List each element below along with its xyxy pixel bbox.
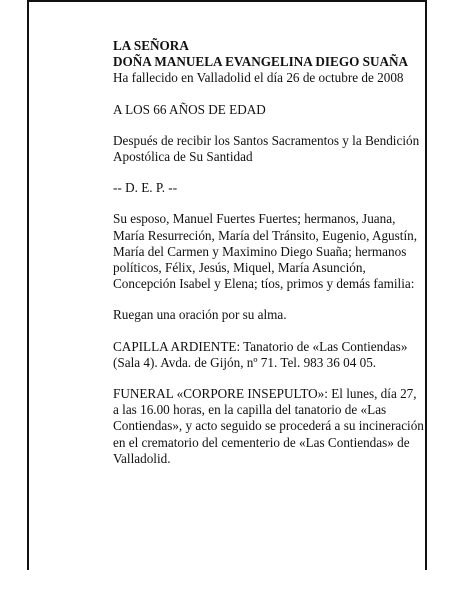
chapel-paragraph: CAPILLA ARDIENTE: Tanatorio de «Las Contiendas» (Sala 4). Avda. de Gijón, nº 71. Tel. 983 36 04 05.: [113, 338, 408, 370]
dep-line: -- D. E. P. --: [113, 180, 178, 196]
age-line: A LOS 66 AÑOS DE EDAD: [113, 101, 266, 117]
notice-title: LA SEÑORA: [113, 38, 189, 53]
obituary-notice: [113, 38, 425, 482]
sacraments-paragraph: Después de recibir los Santos Sacramentos y la Bendición Apostólica de Su Santidad: [113, 132, 420, 165]
death-info: Ha fallecido en Valladolid el día 26 de octubre de 2008: [113, 70, 404, 86]
family-paragraph: Su esposo, Manuel Fuertes Fuertes; hermanos, Juana, María Resurreción, María del Tránsito, Eugenio, Agustín, María del Carmen y Maximino Diego Suaña; hermanos políticos, Félix, Jesús, Miquel, María Asunción, Concepción Isabel y Elena; tíos, primos y demás familia:: [113, 211, 418, 292]
prayer-line: Ruegan una oración por su alma.: [113, 307, 287, 323]
deceased-name: DOÑA MANUELA EVANGELINA DIEGO SUAÑA: [113, 54, 409, 70]
funeral-paragraph: FUNERAL «CORPORE INSEPULTO»: El lunes, día 27, a las 16.00 horas, en la capilla del tanatorio de «Las Contiendas», y acto seguido se procederá a su incineración en el crematorio del cementerio de «Las Contiendas» de Valladolid.: [113, 386, 424, 466]
